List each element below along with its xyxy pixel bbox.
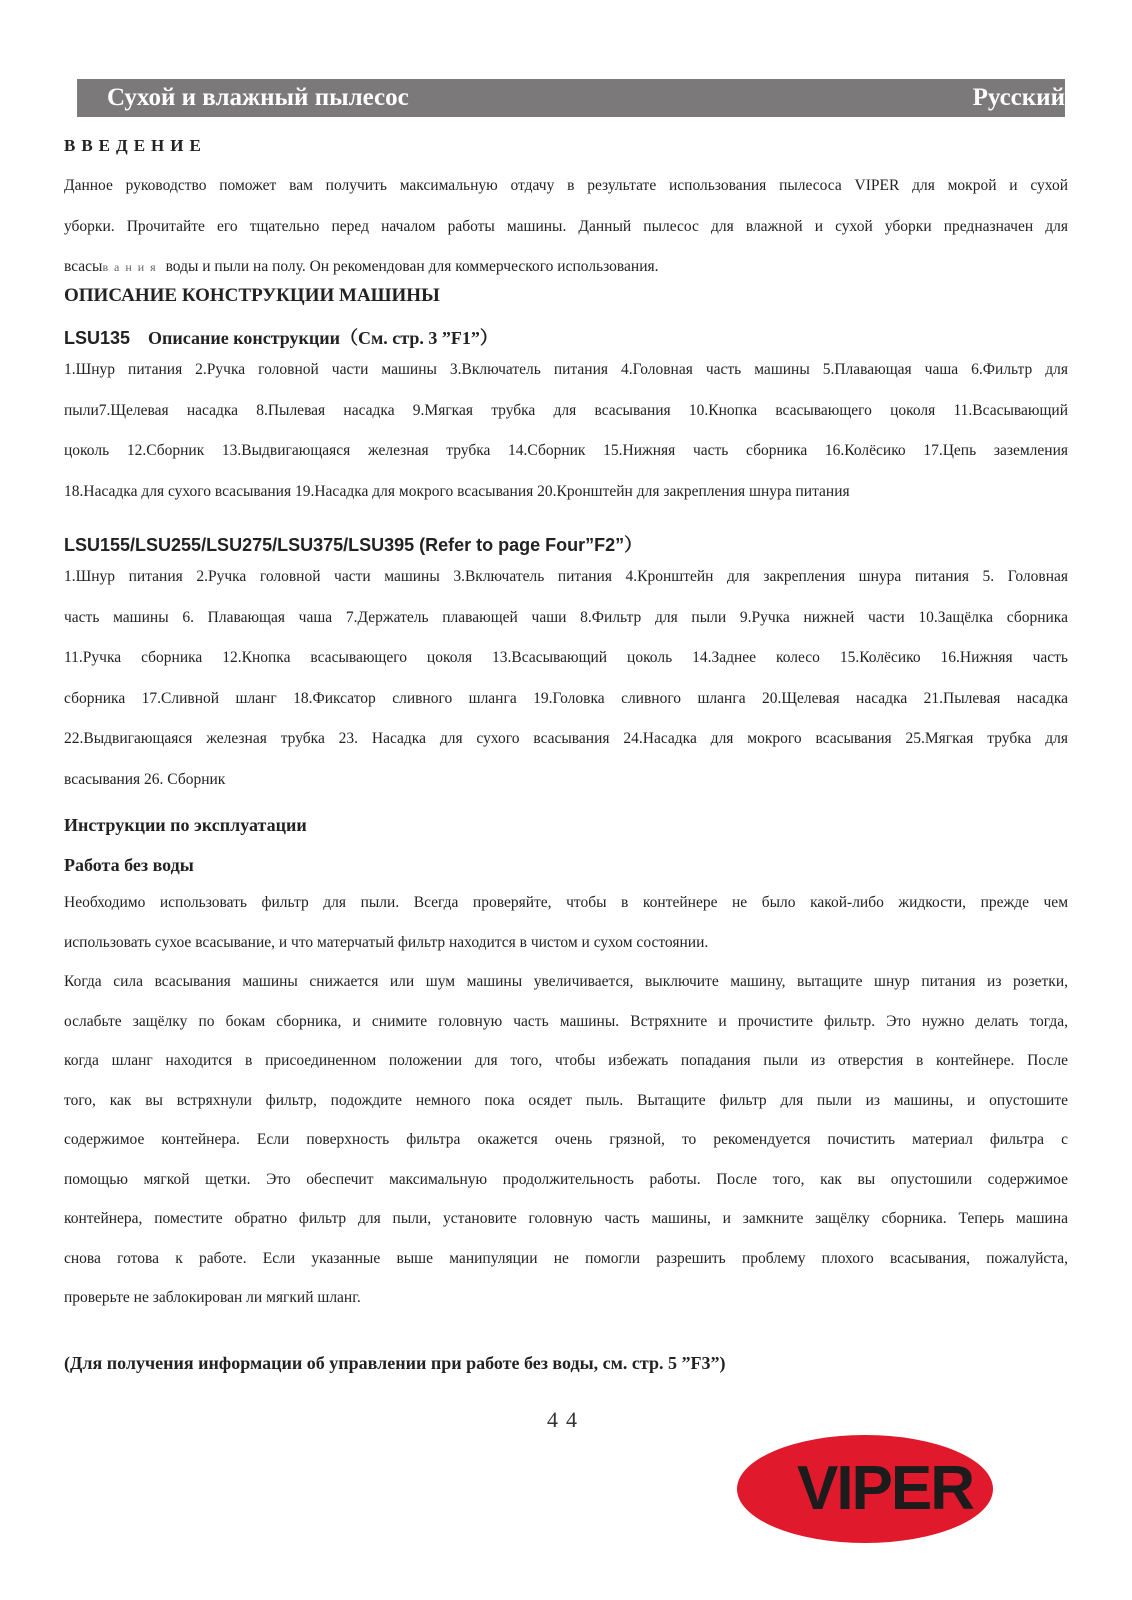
- lsu155-line: часть машины 6. Плавающая чаша 7.Держатель плавающей чаши 8.Фильтр для пыли 9.Ручка нижней части 10.Защёлка сборника: [64, 608, 1068, 626]
- lsu135-line: 18.Насадка для сухого всасывания 19.Насадка для мокрого всасывания 20.Кронштейн для закрепления шнура питания: [64, 482, 850, 500]
- lsu155-heading: LSU155/LSU255/LSU275/LSU375/LSU395 (Refer to page Four”F2”）: [64, 535, 643, 555]
- lsu155-line: всасывания 26. Сборник: [64, 770, 226, 788]
- lsu155-line: сборника 17.Сливной шланг 18.Фиксатор сливного шланга 19.Головка сливного шланга 20.Щелевая насадка 21.Пылевая насадка: [64, 689, 1068, 707]
- intro-line-1: Данное руководство поможет вам получить максимальную отдачу в результате использования пылесоса VIPER для мокрой и сухой: [64, 177, 1068, 194]
- lsu135-model: LSU135: [64, 328, 131, 348]
- lsu155-parts-list: [64, 557, 1068, 800]
- intro-line-2: уборки. Прочитайте его тщательно перед началом работы машины. Данный пылесос для влажной и сухой уборки предназначен для: [64, 217, 1068, 235]
- header-banner: [77, 79, 1065, 117]
- viper-logo: [735, 1427, 1035, 1547]
- lsu155-line: 22.Выдвигающаяся железная трубка 23. Насадка для сухого всасывания 24.Насадка для мокрого всасывания 25.Мягкая трубка для: [64, 730, 1068, 747]
- dry-operation-subheading: Работа без воды: [64, 855, 194, 875]
- dry-operation-note: (Для получения информации об управлении при работе без воды, см. стр. 5 ”F3”): [64, 1353, 726, 1373]
- intro-paragraph: [64, 166, 1068, 288]
- lsu135-title: Описание конструкции（См. стр. 3 ”F1”）: [148, 328, 498, 348]
- operation-line: Когда сила всасывания машины снижается или шум машины увеличивается, выключите машину, вытащите шнур питания из розетки,: [64, 973, 1068, 990]
- lsu135-parts-list: [64, 350, 1068, 512]
- lsu135-line: цоколь 12.Сборник 13.Выдвигающаяся железная трубка 14.Сборник 15.Нижняя часть сборника 16.Колёсико 17.Цепь заземления: [64, 442, 1068, 459]
- page-number: 44: [547, 1407, 585, 1432]
- lsu135-line: пыли7.Щелевая насадка 8.Пылевая насадка 9.Мягкая трубка для всасывания 10.Кнопка всасывающего цоколя 11.Всасывающий: [64, 401, 1068, 419]
- lsu155-line: 11.Ручка сборника 12.Кнопка всасывающего цоколя 13.Всасывающий цоколь 14.Заднее колесо 15.Колёсико 16.Нижняя часть: [64, 649, 1068, 666]
- logo-text: VIPER: [796, 1454, 974, 1523]
- operation-line: помощью мягкой щетки. Это обеспечит максимальную продолжительность работы. После того, как вы опустошили содержимое: [64, 1170, 1068, 1188]
- operation-line: того, как вы встряхнули фильтр, подождите немного пока осядет пыль. Вытащите фильтр для пыли из машины, и опустошите: [64, 1091, 1068, 1109]
- intro-line-3-end: воды и пыли на полу. Он рекомендован для коммерческого использования.: [161, 258, 659, 275]
- description-heading: ОПИСАНИЕ КОНСТРУКЦИИ МАШИНЫ: [64, 285, 440, 306]
- lsu155-line: 1.Шнур питания 2.Ручка головной части машины 3.Включатель питания 4.Кронштейн для закрепления шнура питания 5. Головная: [64, 568, 1068, 585]
- operation-line: контейнера, поместите обратно фильтр для пыли, установите головную часть машины, и замкните защёлку сборника. Теперь машина: [64, 1210, 1068, 1227]
- dry-operation-text: [64, 883, 1068, 1318]
- operation-line: Необходимо использовать фильтр для пыли. Всегда проверяйте, чтобы в контейнере не было какой-либо жидкости, прежде чем: [64, 894, 1068, 911]
- operation-line: ослабьте защёлку по бокам сборника, и снимите головную часть машины. Встряхните и прочистите фильтр. Это нужно делать тогда,: [64, 1012, 1068, 1030]
- lsu135-line: 1.Шнур питания 2.Ручка головной части машины 3.Включатель питания 4.Головная часть машины 5.Плавающая чаша 6.Фильтр для: [64, 361, 1068, 378]
- language-label: Русский: [972, 84, 1065, 111]
- lsu135-heading: [64, 324, 1068, 350]
- operation-line: проверьте не заблокирован ли мягкий шланг.: [64, 1289, 361, 1306]
- intro-line-3-faint: вания: [102, 260, 162, 274]
- operation-line: снова готова к работе. Если указанные выше манипуляции не помогли разрешить проблему плохого всасывания, пожалуйста,: [64, 1249, 1068, 1267]
- operation-line: использовать сухое всасывание, и что матерчатый фильтр находится в чистом и сухом состоянии.: [64, 933, 709, 951]
- operation-line: содержимое контейнера. Если поверхность фильтра окажется очень грязной, то рекомендуется почистить материал фильтра с: [64, 1131, 1068, 1148]
- intro-line-3-start: всасы: [64, 258, 103, 275]
- document-title: Сухой и влажный пылесос: [107, 84, 409, 111]
- operation-heading: Инструкции по эксплуатации: [64, 815, 307, 835]
- intro-line-3: [64, 247, 1068, 288]
- intro-heading: ВВЕДЕНИЕ: [64, 136, 207, 155]
- operation-line: когда шланг находится в присоединенном положении для того, чтобы избежать попадания пыли из отверстия в контейнере. После: [64, 1052, 1068, 1069]
